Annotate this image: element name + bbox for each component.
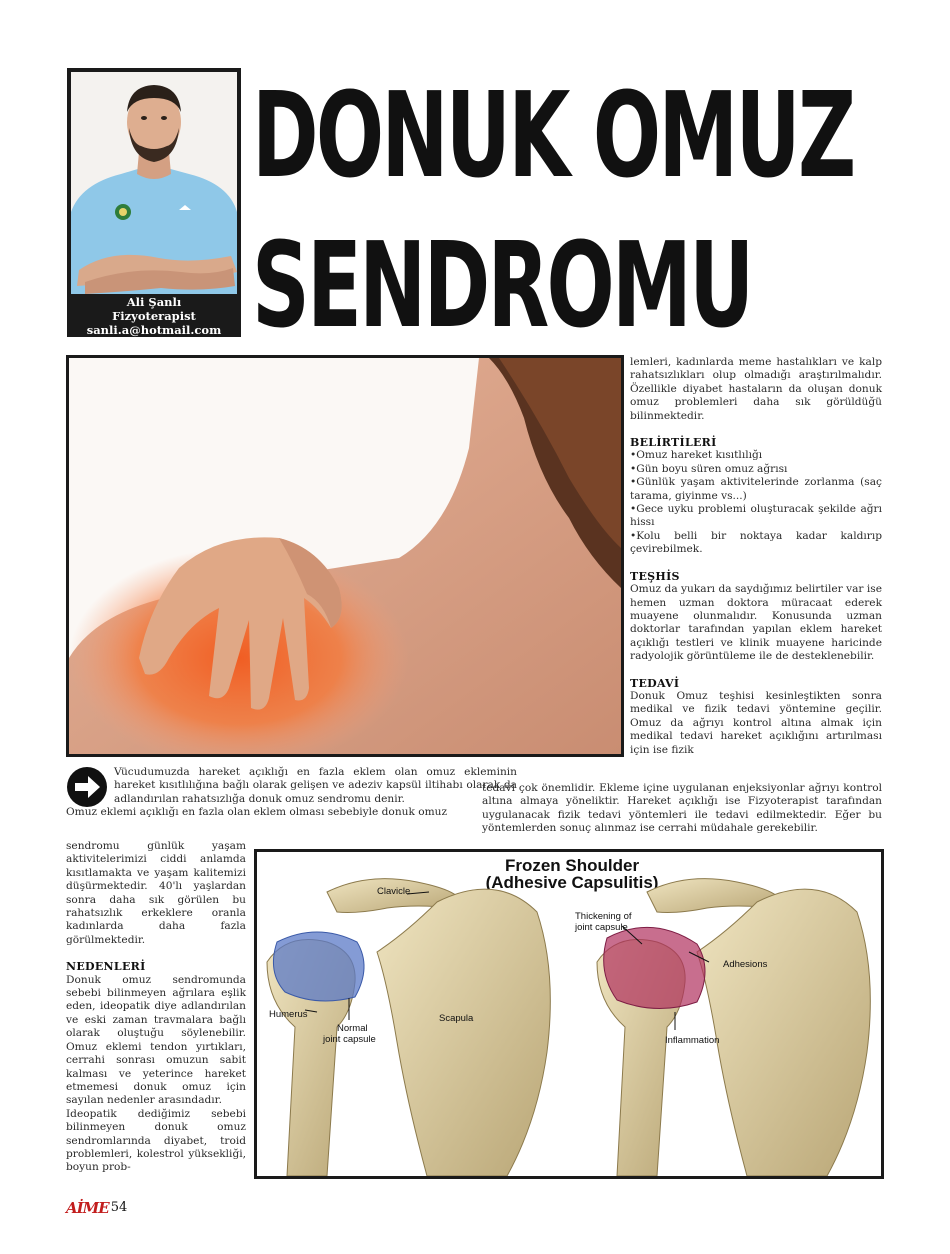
treatment-continuation-text: tedavi çok önemlidir. Ekleme içine uygulanan enjeksiyonlar ağrıyı kontrol altına almaya yöneliktir. Hareket açıklığı ise Fizyoterapist tarafından uygulanacak fizik tedavi yöntemleri ile tedavi edilmektedir. Eğer bu yöntemlerden sonuç alınmaz ise cerrahi müdahale gerekebilir. (482, 782, 882, 835)
intro-text: Vücudumuzda hareket açıklığı en fazla eklem olan omuz ekleminin hareket kısıtlılığına bağlı olarak gelişen ve adeziv kapsül iltihabı olarak da adlandırılan rahatsızlığa donuk omuz sendromu denir. (114, 766, 517, 805)
label-normal-line1: Normal (337, 1023, 368, 1034)
magazine-logo: AİME (66, 1199, 109, 1217)
label-adhesions: Adhesions (723, 959, 768, 970)
author-role: Fizyoterapist (112, 309, 196, 323)
author-caption (67, 295, 241, 337)
list-item: •Gün boyu süren omuz ağrısı (630, 462, 788, 475)
ideopatik-text: Ideopatik dediğimiz sebebi bilinmeyen donuk omuz sendromlarında diyabet, troid problemleri, kolestrol yüksekliği, boyun prob- (66, 1107, 246, 1174)
shoulder-anatomy-illustration (257, 852, 881, 1176)
nedenleri-heading: NEDENLERİ (66, 960, 146, 974)
teshis-heading: TEŞHİS (630, 569, 680, 583)
page-footer (66, 1196, 127, 1216)
diagram-title-1: Frozen Shoulder (504, 856, 640, 875)
title-line-2: SENDROMU (252, 216, 752, 354)
diagram-title-2: (Adhesive Capsulitis) (485, 873, 659, 892)
list-item: •Kolu belli bir noktaya kadar kaldırıp çevirebilmek. (630, 529, 882, 556)
nedenleri-text: Donuk omuz sendromunda sebebi bilinmeyen ağrılara eşlik eden, ideopatik diye adlandırılan ve eski zaman travmalara bağlı olarak oluştuğu söylenebilir. Omuz eklemi tendon yırtıkları, cerrahi sonrası omuzun sabit kalması ve yeterince hareket etmemesi donuk omuz için sayılan nedenler arasındadır. (66, 973, 246, 1107)
label-inflammation: Inflammation (665, 1035, 720, 1046)
left-column (66, 824, 246, 1175)
label-thickening-line1: Thickening of (575, 911, 632, 922)
page-number: 54 (110, 1200, 128, 1215)
label-scapula: Scapula (439, 1013, 474, 1024)
tedavi-text: Donuk Omuz teşhisi kesinleştikten sonra medikal ve fizik tedavi yöntemine geçilir. Omuz da ağrıyı kontrol altına almak için medikal tedavi hareket açıklığını artırılması için ise fizik (630, 689, 882, 756)
list-item: •Günlük yaşam aktivitelerinde zorlanma (saç tarama, giyinme vs...) (630, 476, 882, 502)
intro-text-2: Omuz eklemi açıklığı en fazla olan eklem olması sebebiyle donuk omuz (66, 806, 448, 818)
arrow-right-icon (66, 766, 108, 808)
title-line-1: DONUK OMUZ (252, 66, 854, 204)
right-column (630, 356, 882, 757)
tedavi-heading: TEDAVİ (630, 676, 680, 690)
author-box (67, 68, 241, 337)
right-continuation-text: lemleri, kadınlarda meme hastalıkları ve kalp rahatsızlıkları olup olmadığı araştırılmalıdır. Özellikle diyabet hastaların da oluşan donuk omuz problemleri daha sık görüldüğü bilinmektedir. (630, 356, 882, 422)
list-item: •Omuz hareket kısıtlılığı (630, 449, 763, 462)
author-name: Ali Şanlı (126, 295, 182, 309)
author-photo (71, 72, 237, 294)
page-title (252, 60, 854, 360)
label-humerus: Humerus (269, 1009, 308, 1020)
label-thickening-line2: joint capsule (575, 922, 628, 933)
author-email[interactable]: sanli.a@hotmail.com (86, 323, 222, 337)
list-item: •Gece uyku problemi oluşturacak şekilde ağrı hissı (630, 503, 882, 529)
hero-image (66, 355, 624, 757)
label-clavicle: Clavicle (377, 886, 411, 897)
left-para-1: sendromu günlük yaşam aktivitelerimizi ciddi anlamda kısıtlamakta ve yaşam kalitemizi düşürmektedir. 40'lı yaşlardan sonra daha sık görülen bu rahatsızlık erkeklere oranla kadınlarda daha fazla görülmektedir. (66, 840, 246, 946)
author-portrait-image (71, 72, 237, 294)
frozen-shoulder-diagram (254, 849, 884, 1179)
belirtileri-heading: BELİRTİLERİ (630, 436, 717, 450)
teshis-text: Omuz da yukarı da saydığımız belirtiler var ise hemen uzman doktora müracaat ederek muayene olunmalıdır. Konusunda uzman doktorlar tarafından yapılan eklem hareket açıklığı testleri ve klinik muayene haricinde radyolojik görüntüleme ile de desteklenebilir. (630, 583, 882, 663)
shoulder-pain-illustration (69, 358, 621, 754)
label-normal-line2: joint capsule (323, 1034, 376, 1045)
